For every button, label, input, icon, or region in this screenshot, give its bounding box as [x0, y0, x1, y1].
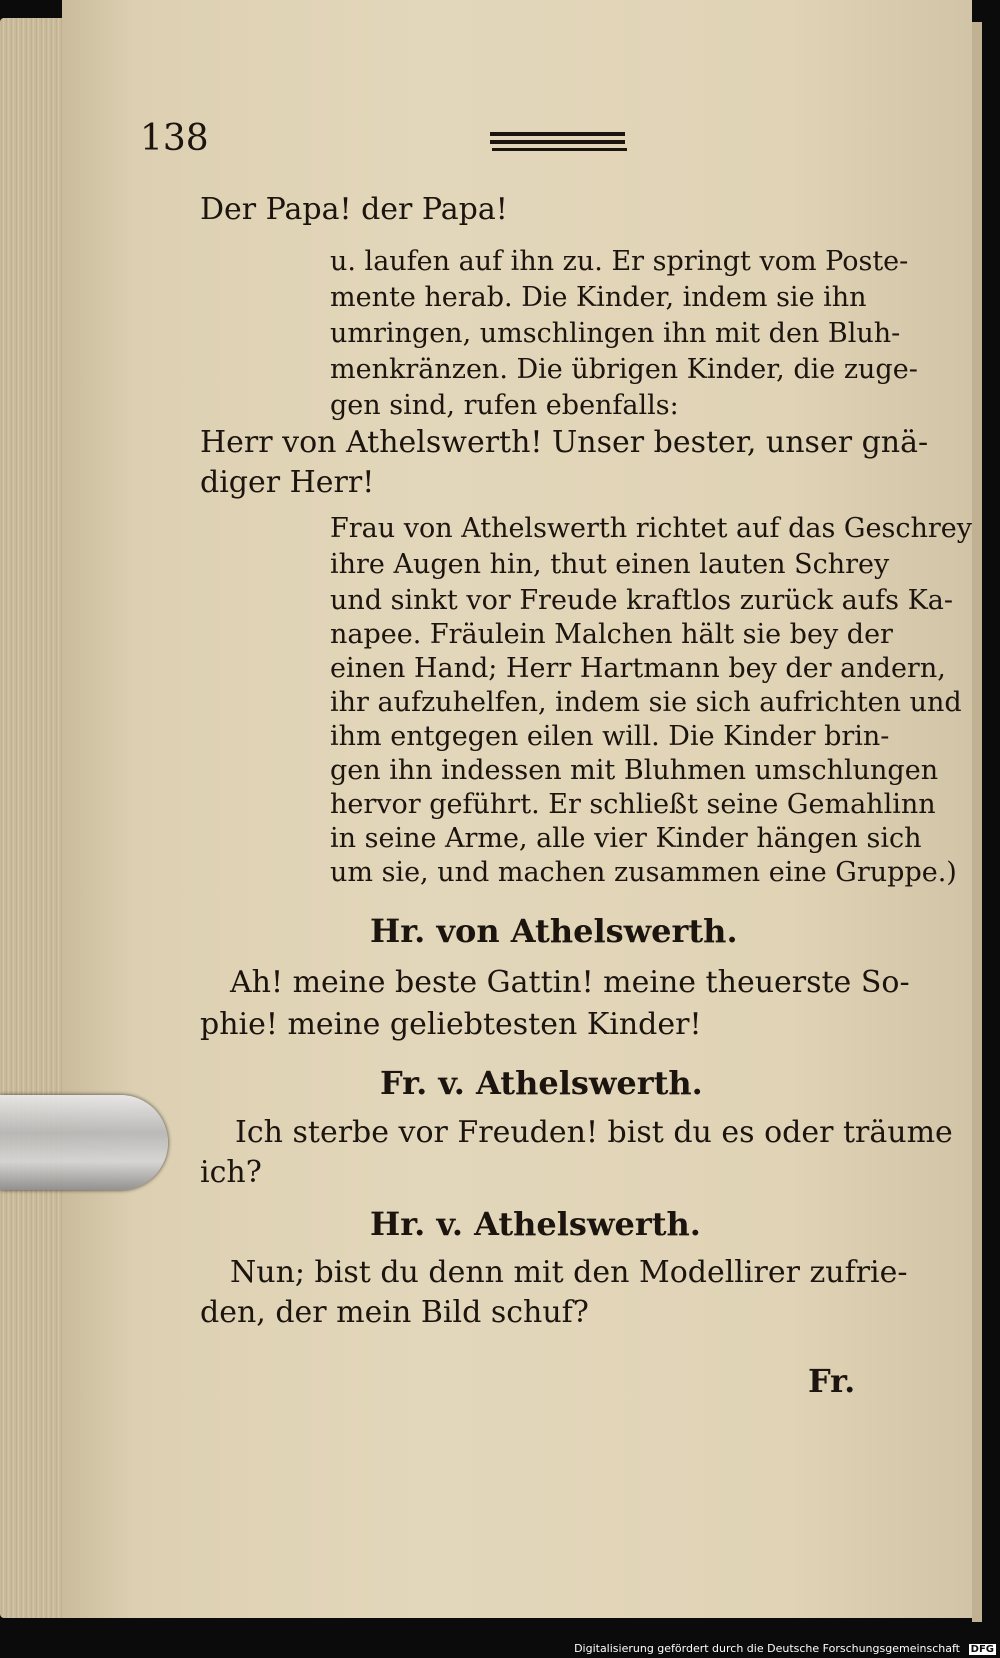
- text-line: gen ihn indessen mit Bluhmen umschlungen: [330, 755, 939, 786]
- page-number: 138: [140, 118, 209, 159]
- text-line: in seine Arme, alle vier Kinder hängen sich: [330, 823, 922, 854]
- text-line: menkränzen. Die übrigen Kinder, die zuge-: [330, 354, 918, 385]
- text-line: einen Hand; Herr Hartmann bey der andern,: [330, 653, 946, 684]
- text-line: phie! meine geliebtesten Kinder!: [200, 1007, 702, 1042]
- catchword: Fr.: [808, 1362, 856, 1400]
- dfg-logo: DFG: [970, 1644, 994, 1655]
- text-line: ich?: [200, 1155, 262, 1190]
- speaker-heading: Hr. von Athelswerth.: [370, 912, 738, 950]
- text-line: diger Herr!: [200, 465, 375, 500]
- funding-credit: Digitalisierung gefördert durch die Deutsche Forschungsgemeinschaft: [574, 1642, 960, 1655]
- text-line: Ah! meine beste Gattin! meine theuerste So-: [230, 965, 910, 1000]
- glass-clamp: [0, 1095, 168, 1190]
- footer-bar: [0, 1636, 1000, 1658]
- text-line: u. laufen auf ihn zu. Er springt vom Poste-: [330, 246, 909, 277]
- text-line: napee. Fräulein Malchen hält sie bey der: [330, 619, 893, 650]
- text-line: ihr aufzuhelfen, indem sie sich aufrichten und: [330, 687, 962, 718]
- text-line: ihre Augen hin, thut einen lauten Schrey: [330, 549, 890, 580]
- text-line: Ich sterbe vor Freuden! bist du es oder träume: [235, 1115, 953, 1150]
- text-line: ihm entgegen eilen will. Die Kinder brin-: [330, 721, 890, 752]
- text-line: hervor geführt. Er schließt seine Gemahlinn: [330, 789, 936, 820]
- speaker-heading: Fr. v. Athelswerth.: [380, 1064, 703, 1102]
- text-line: Der Papa! der Papa!: [200, 192, 508, 227]
- text-line: Nun; bist du denn mit den Modellirer zufrie-: [230, 1255, 908, 1290]
- text-line: den, der mein Bild schuf?: [200, 1295, 589, 1330]
- text-line: und sinkt vor Freude kraftlos zurück aufs Ka-: [330, 585, 953, 616]
- text-line: umringen, umschlingen ihn mit den Bluh-: [330, 318, 901, 349]
- text-line: Frau von Athelswerth richtet auf das Geschrey: [330, 513, 972, 544]
- text-line: gen sind, rufen ebenfalls:: [330, 390, 679, 421]
- text-line: Herr von Athelswerth! Unser bester, unser gnä-: [200, 425, 929, 460]
- text-line: um sie, und machen zusammen eine Gruppe.): [330, 857, 957, 888]
- speaker-heading: Hr. v. Athelswerth.: [370, 1205, 701, 1243]
- text-line: mente herab. Die Kinder, indem sie ihn: [330, 282, 867, 313]
